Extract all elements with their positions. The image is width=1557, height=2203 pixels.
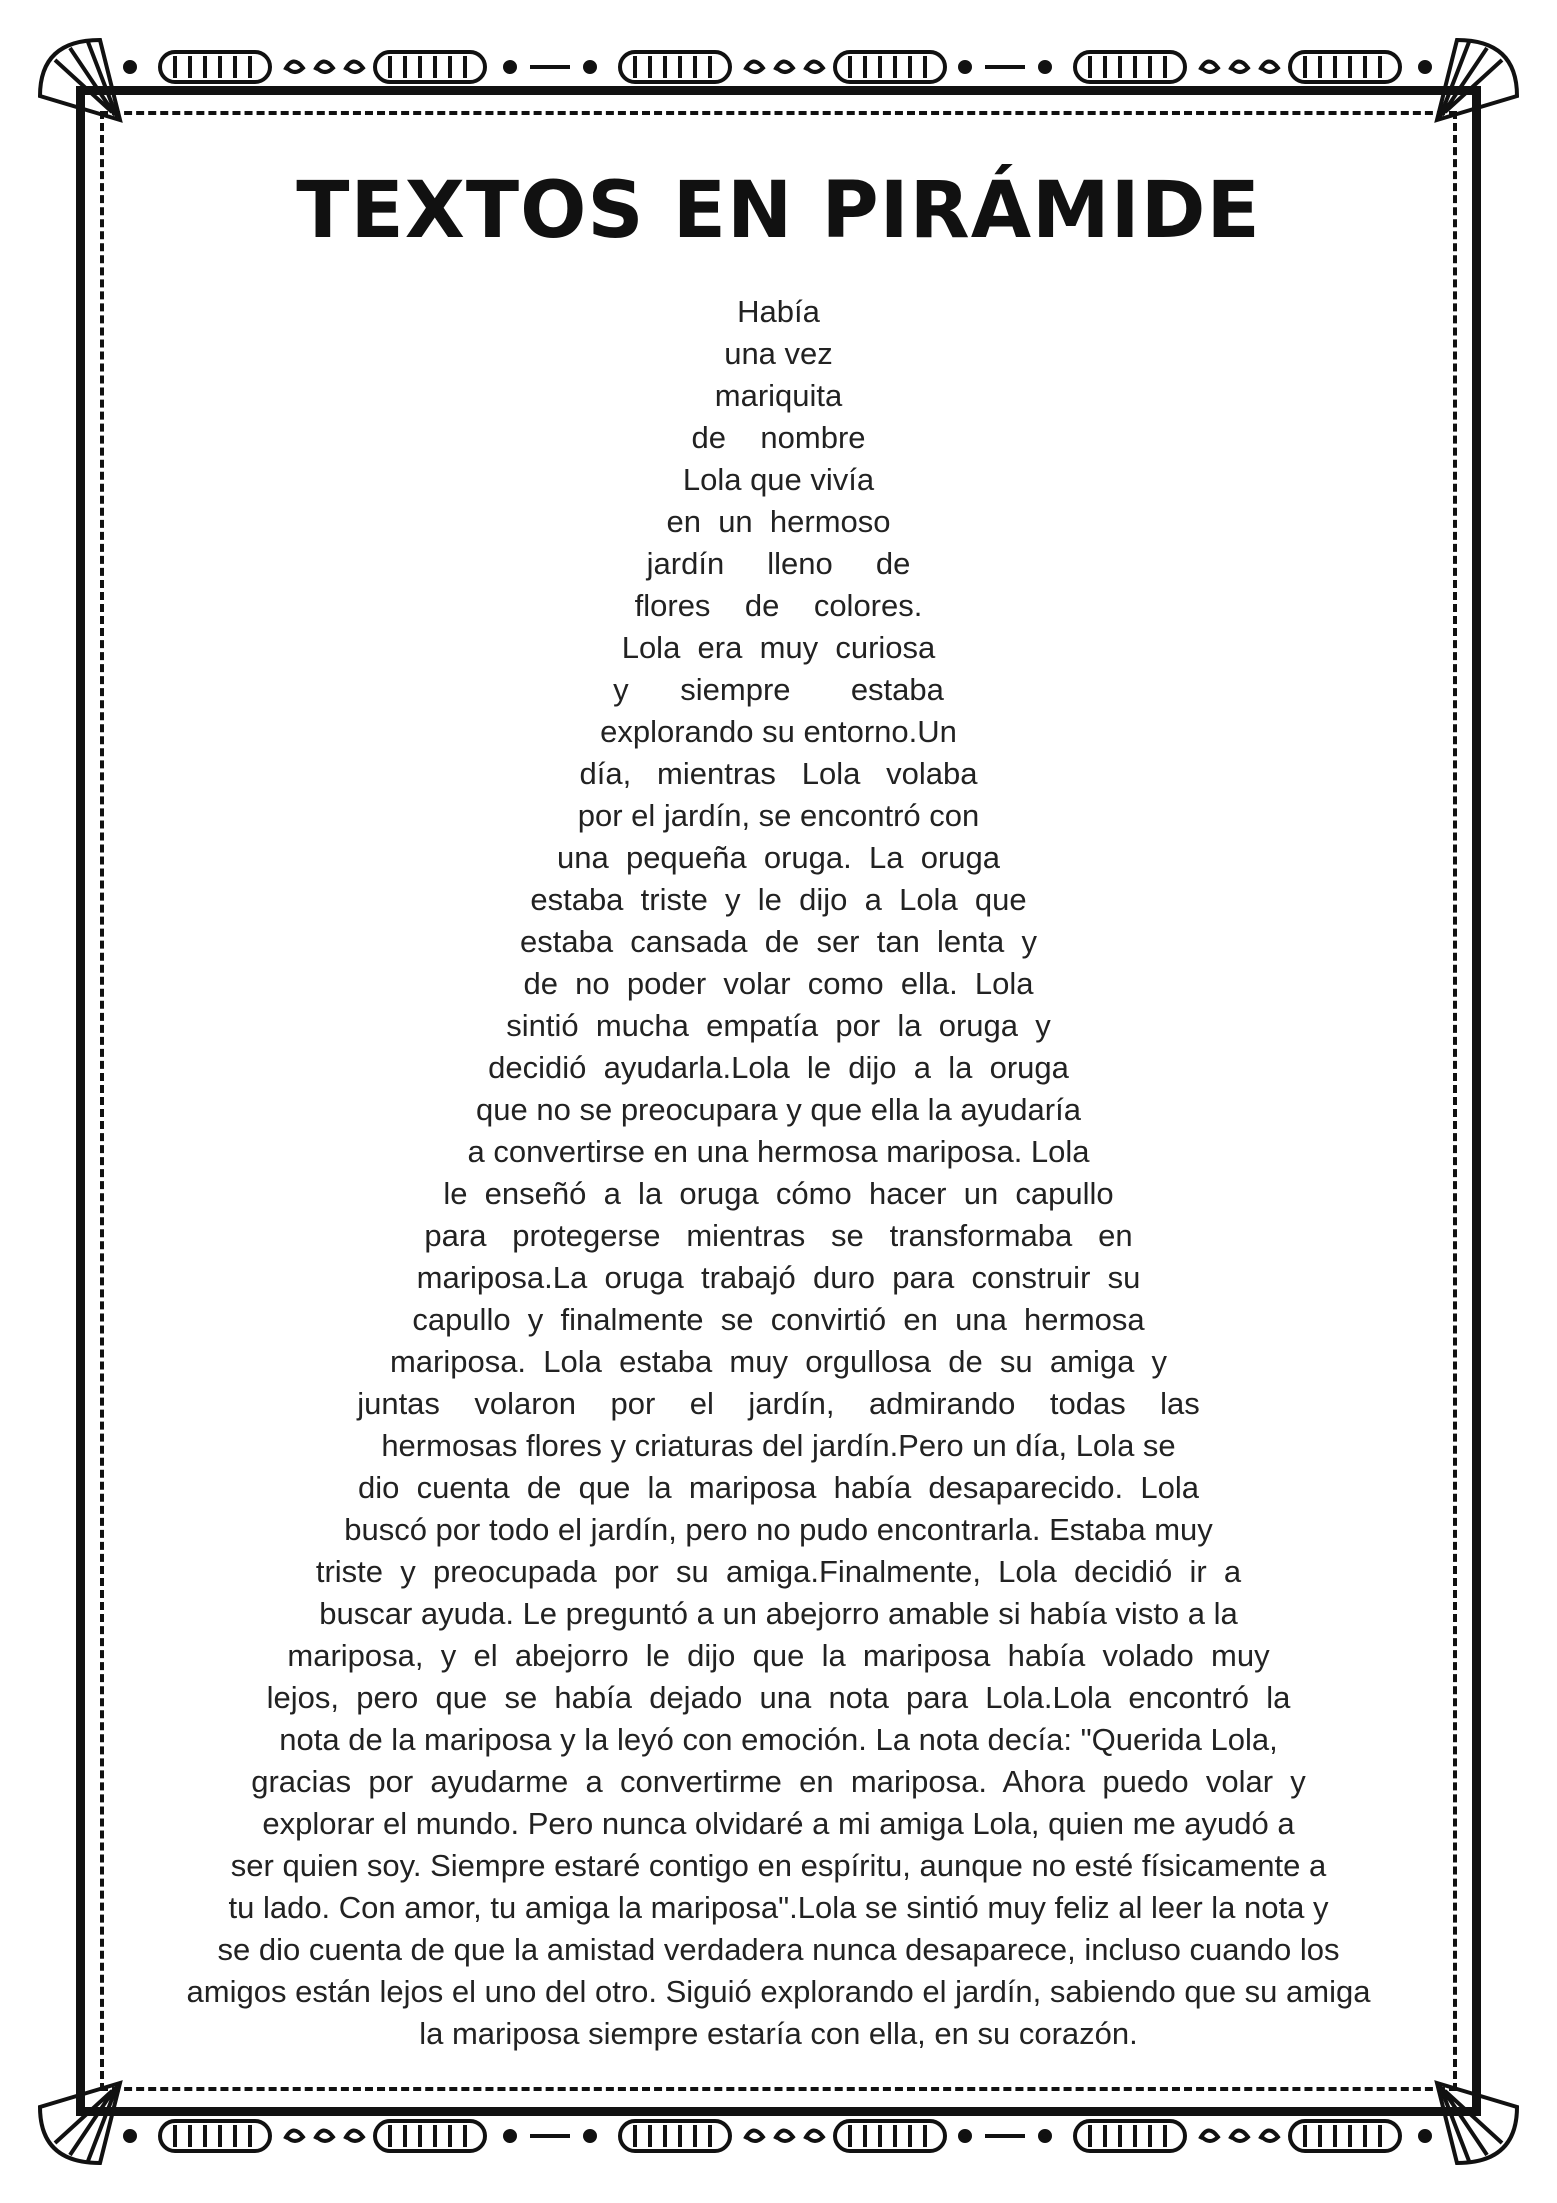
pyramid-line: le enseñó a la oruga cómo hacer un capullo bbox=[443, 1176, 1114, 1211]
pyramid-line: día, mientras Lola volaba bbox=[579, 756, 978, 791]
bottom-ornament-band bbox=[125, 2121, 1430, 2151]
pyramid-line: estaba cansada de ser tan lenta y bbox=[520, 924, 1037, 959]
pyramid-line: explorar el mundo. Pero nunca olvidaré a mi amiga Lola, quien me ayudó a bbox=[262, 1806, 1295, 1841]
pyramid-line: lejos, pero que se había dejado una nota para Lola.Lola encontró la bbox=[266, 1680, 1291, 1715]
pyramid-line: ser quien soy. Siempre estaré contigo en espíritu, aunque no esté físicamente a bbox=[230, 1848, 1327, 1883]
pyramid-line: juntas volaron por el jardín, admirando todas las bbox=[357, 1386, 1200, 1421]
pyramid-line: tu lado. Con amor, tu amiga la mariposa".Lola se sintió muy feliz al leer la nota y bbox=[228, 1890, 1329, 1925]
pyramid-line: una vez bbox=[724, 336, 833, 371]
pyramid-line: una pequeña oruga. La oruga bbox=[557, 840, 1000, 875]
pyramid-line: para protegerse mientras se transformaba en bbox=[424, 1218, 1133, 1253]
pyramid-line: por el jardín, se encontró con bbox=[577, 798, 980, 833]
pyramid-line: sintió mucha empatía por la oruga y bbox=[506, 1008, 1051, 1043]
pyramid-line: estaba triste y le dijo a Lola que bbox=[530, 882, 1027, 917]
pyramid-line: que no se preocupara y que ella la ayudaría bbox=[476, 1092, 1081, 1127]
pyramid-line: la mariposa siempre estaría con ella, en su corazón. bbox=[419, 2016, 1138, 2051]
pyramid-line: explorando su entorno.Un bbox=[600, 714, 957, 749]
pyramid-line: mariquita bbox=[714, 378, 843, 413]
pyramid-line: de nombre bbox=[691, 420, 866, 455]
pyramid-line: buscó por todo el jardín, pero no pudo encontrarla. Estaba muy bbox=[344, 1512, 1213, 1547]
pyramid-line: nota de la mariposa y la leyó con emoción. La nota decía: "Querida Lola, bbox=[279, 1722, 1278, 1757]
pyramid-line: dio cuenta de que la mariposa había desaparecido. Lola bbox=[357, 1470, 1199, 1505]
pyramid-line: triste y preocupada por su amiga.Finalmente, Lola decidió ir a bbox=[315, 1554, 1242, 1589]
pyramid-line: decidió ayudarla.Lola le dijo a la oruga bbox=[488, 1050, 1069, 1085]
pyramid-line: gracias por ayudarme a convertirme en mariposa. Ahora puedo volar y bbox=[251, 1764, 1306, 1799]
pyramid-line: buscar ayuda. Le preguntó a un abejorro amable si había visto a la bbox=[319, 1596, 1238, 1631]
pyramid-line: hermosas flores y criaturas del jardín.Pero un día, Lola se bbox=[381, 1428, 1176, 1463]
pyramid-line: se dio cuenta de que la amistad verdadera nunca desaparece, incluso cuando los bbox=[217, 1932, 1340, 1967]
pyramid-line: mariposa. Lola estaba muy orgullosa de su amiga y bbox=[389, 1344, 1168, 1379]
top-ornament-band bbox=[125, 52, 1430, 82]
pyramid-line: capullo y finalmente se convirtió en una hermosa bbox=[412, 1302, 1145, 1337]
pyramid-line: flores de colores. bbox=[634, 588, 923, 623]
pyramid-line: amigos están lejos el uno del otro. Siguió explorando el jardín, sabiendo que su amiga bbox=[186, 1974, 1371, 2009]
pyramid-line: jardín lleno de bbox=[646, 546, 911, 581]
pyramid-line: mariposa, y el abejorro le dijo que la mariposa había volado muy bbox=[287, 1638, 1270, 1673]
pyramid-line: de no poder volar como ella. Lola bbox=[523, 966, 1034, 1001]
pyramid-line: y siempre estaba bbox=[613, 672, 944, 707]
pyramid-line: en un hermoso bbox=[666, 504, 891, 539]
pyramid-line: mariposa.La oruga trabajó duro para construir su bbox=[416, 1260, 1141, 1295]
pyramid-line: Lola que vivía bbox=[682, 462, 875, 497]
page-title: TEXTOS EN PIRÁMIDE bbox=[296, 166, 1261, 256]
pyramid-line: a convertirse en una hermosa mariposa. Lola bbox=[467, 1134, 1090, 1169]
pyramid-line: Había bbox=[737, 294, 820, 329]
pyramid-line: Lola era muy curiosa bbox=[621, 630, 936, 665]
